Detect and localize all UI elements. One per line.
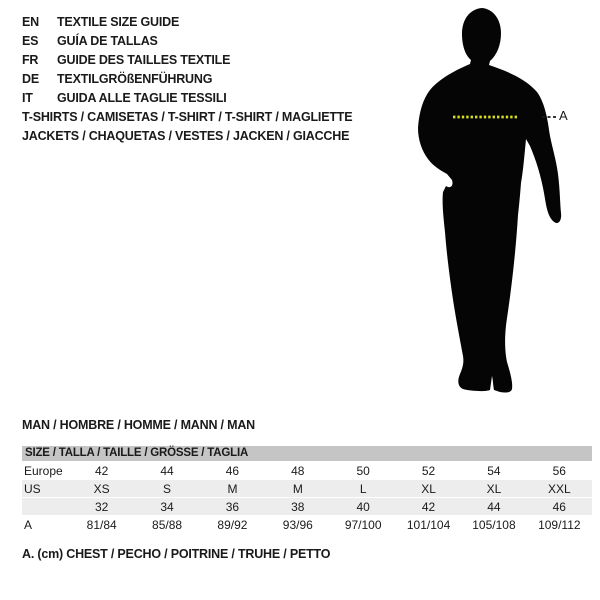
table-cell: 54 — [487, 464, 501, 478]
table-cell: 56 — [552, 464, 566, 478]
man-silhouette-figure — [390, 0, 600, 410]
language-label: TEXTILE SIZE GUIDE — [57, 15, 180, 29]
table-cell: XL — [421, 482, 436, 496]
table-cell: 44 — [160, 464, 174, 478]
product-line-tshirts: T-SHIRTS / CAMISETAS / T-SHIRT / T-SHIRT / MAGLIETTE — [22, 110, 353, 124]
table-cell: M — [292, 482, 303, 496]
table-row — [22, 497, 592, 515]
table-cell: 42 — [421, 500, 436, 514]
table-cell: 101/104 — [406, 518, 451, 532]
table-cell: 44 — [487, 500, 501, 514]
table-cell: 36 — [225, 500, 240, 514]
table-cell: 105/108 — [472, 518, 516, 532]
language-item — [22, 89, 230, 108]
table-row — [22, 461, 592, 479]
language-label: TEXTILGRÖßENFÜHRUNG — [57, 72, 213, 86]
language-label: GUÍA DE TALLAS — [57, 34, 158, 48]
table-cell: 93/96 — [282, 518, 313, 532]
size-table-header: SIZE / TALLA / TAILLE / GRÖSSE / TAGLIA — [22, 446, 592, 461]
footnote-chest: A. (cm) CHEST / PECHO / POITRINE / TRUHE / PETTO — [22, 547, 331, 561]
man-silhouette — [418, 8, 561, 393]
size-table-rows — [22, 461, 592, 533]
table-cell: XXL — [547, 482, 571, 496]
size-table — [22, 446, 592, 533]
table-cell: 42 — [95, 464, 109, 478]
table-row-label: US — [24, 482, 41, 496]
table-cell: L — [359, 482, 367, 496]
table-cell: 40 — [356, 500, 370, 514]
table-row-label: A — [24, 518, 33, 532]
language-item — [22, 32, 230, 51]
table-cell: 34 — [160, 500, 174, 514]
table-cell: 38 — [291, 500, 305, 514]
table-cell: 46 — [225, 464, 240, 478]
table-cell: 89/92 — [217, 518, 248, 532]
language-code: FR — [22, 53, 39, 67]
table-row-label: Europe — [24, 464, 63, 478]
section-title-man: MAN / HOMBRE / HOMME / MANN / MAN — [22, 418, 255, 432]
table-cell: XL — [486, 482, 502, 496]
table-cell: 109/112 — [538, 518, 581, 532]
language-code: IT — [22, 91, 33, 105]
table-row — [22, 515, 592, 533]
language-list — [22, 13, 230, 108]
language-item — [22, 51, 230, 70]
table-row — [22, 479, 592, 497]
table-cell: 85/88 — [152, 518, 183, 532]
table-cell: 32 — [95, 500, 109, 514]
language-code: ES — [22, 34, 39, 48]
table-cell: 46 — [552, 500, 566, 514]
table-cell: 81/84 — [86, 518, 117, 532]
table-cell: M — [227, 482, 238, 496]
product-types — [22, 108, 352, 146]
table-cell: 48 — [291, 464, 305, 478]
table-cell: 52 — [421, 464, 436, 478]
table-cell: 97/100 — [344, 518, 382, 532]
table-cell: XS — [93, 482, 110, 496]
language-label: GUIDE DES TAILLES TEXTILE — [57, 53, 231, 67]
language-label: GUIDA ALLE TAGLIE TESSILI — [57, 91, 227, 105]
table-cell: 50 — [356, 464, 370, 478]
measure-label-a: A — [559, 108, 568, 123]
table-cell: S — [163, 482, 172, 496]
language-item — [22, 13, 230, 32]
product-line-jackets: JACKETS / CHAQUETAS / VESTES / JACKEN / GIACCHE — [22, 129, 350, 143]
language-item — [22, 70, 230, 89]
language-code: EN — [22, 15, 39, 29]
table-row-label — [22, 498, 69, 515]
language-code: DE — [22, 72, 39, 86]
